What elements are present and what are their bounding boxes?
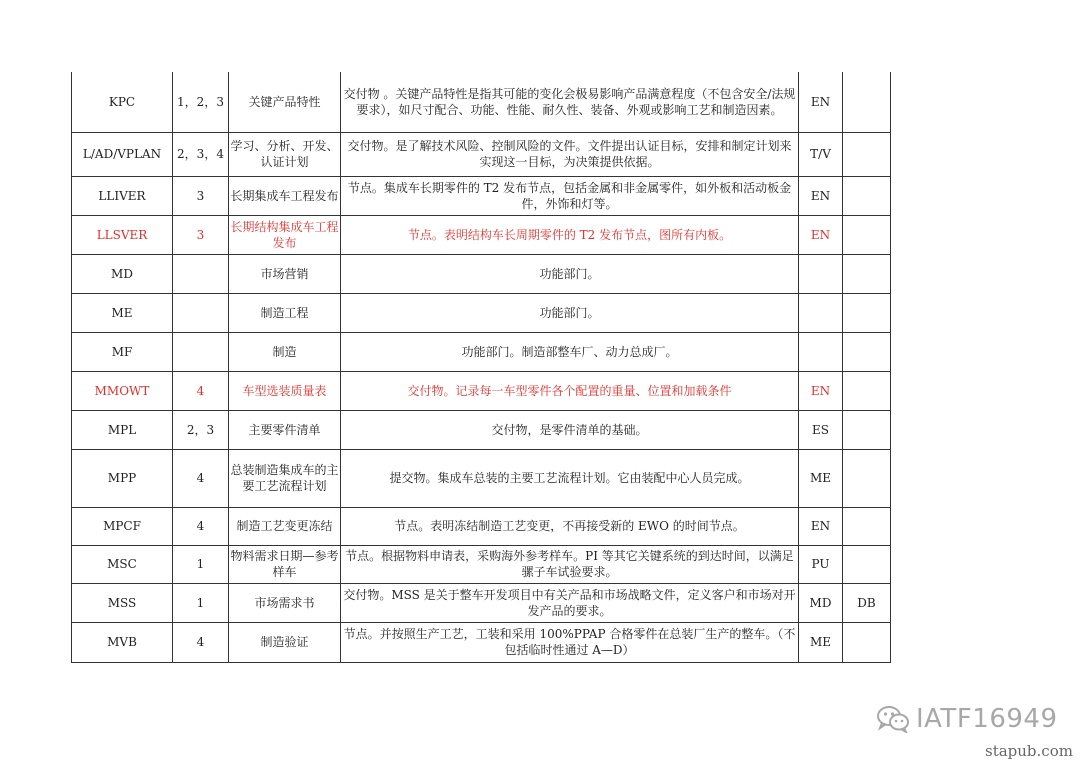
definition: 节点。并按照生产工艺，工装和采用 100%PPAP 合格零件在总装厂生产的整车。（不包括临时性通过 A—D） [341, 622, 799, 662]
owner: PU [799, 545, 843, 583]
table-row [72, 545, 891, 583]
table-row [72, 215, 891, 254]
owner [799, 332, 843, 371]
term-name: 市场需求书 [229, 583, 341, 622]
owner: T/V [799, 132, 843, 176]
owner: EN [799, 371, 843, 410]
owner: EN [799, 176, 843, 215]
extra [843, 371, 891, 410]
term-name: 制造 [229, 332, 341, 371]
owner: MD [799, 583, 843, 622]
definition: 功能部门。制造部整车厂、动力总成厂。 [341, 332, 799, 371]
definition: 节点。表明结构车长周期零件的 T2 发布节点，图所有内板。 [341, 215, 799, 254]
term-code: MPCF [72, 507, 173, 545]
phase: 3 [173, 215, 229, 254]
term-code: MD [72, 254, 173, 293]
glossary-table [71, 72, 891, 663]
table-row [72, 622, 891, 662]
phase: 3 [173, 176, 229, 215]
wechat-icon [876, 705, 910, 733]
term-name: 长期集成车工程发布 [229, 176, 341, 215]
table-row [72, 72, 891, 132]
phase: 1，2，3 [173, 72, 229, 132]
table-row [72, 507, 891, 545]
phase: 4 [173, 622, 229, 662]
phase [173, 332, 229, 371]
extra [843, 332, 891, 371]
definition: 功能部门。 [341, 254, 799, 293]
table-row [72, 371, 891, 410]
extra [843, 176, 891, 215]
term-name: 市场营销 [229, 254, 341, 293]
term-name: 主要零件清单 [229, 410, 341, 449]
term-name: 制造验证 [229, 622, 341, 662]
phase: 4 [173, 507, 229, 545]
term-name: 长期结构集成车工程发布 [229, 215, 341, 254]
phase: 2，3 [173, 410, 229, 449]
term-name: 总装制造集成车的主要工艺流程计划 [229, 449, 341, 507]
table-row [72, 132, 891, 176]
term-code: L/AD/VPLAN [72, 132, 173, 176]
term-code: MSC [72, 545, 173, 583]
definition: 交付物，是零件清单的基础。 [341, 410, 799, 449]
owner: ME [799, 449, 843, 507]
term-code: MPP [72, 449, 173, 507]
owner: EN [799, 507, 843, 545]
term-code: ME [72, 293, 173, 332]
owner: ME [799, 622, 843, 662]
watermark-text: IATF16949 [916, 704, 1058, 734]
extra [843, 507, 891, 545]
term-code: MSS [72, 583, 173, 622]
term-name: 关键产品特性 [229, 72, 341, 132]
term-name: 学习、分析、开发、认证计划 [229, 132, 341, 176]
phase: 1 [173, 545, 229, 583]
owner: EN [799, 215, 843, 254]
extra [843, 254, 891, 293]
owner [799, 293, 843, 332]
term-code: KPC [72, 72, 173, 132]
phase: 1 [173, 583, 229, 622]
extra [843, 215, 891, 254]
owner: EN [799, 72, 843, 132]
term-code: LLIVER [72, 176, 173, 215]
term-code: MPL [72, 410, 173, 449]
definition: 交付物。MSS 是关于整车开发项目中有关产品和市场战略文件，定义客户和市场对开发产品的要求。 [341, 583, 799, 622]
definition: 节点。根据物料申请表，采购海外参考样车。PI 等其它关键系统的到达时间，以满足骡子车试验要求。 [341, 545, 799, 583]
extra: DB [843, 583, 891, 622]
owner [799, 254, 843, 293]
extra [843, 72, 891, 132]
term-name: 车型选装质量表 [229, 371, 341, 410]
extra [843, 293, 891, 332]
table-row [72, 293, 891, 332]
definition: 节点。表明冻结制造工艺变更，不再接受新的 EWO 的时间节点。 [341, 507, 799, 545]
site-url: stapub.com [985, 742, 1073, 760]
term-code: MVB [72, 622, 173, 662]
phase: 4 [173, 371, 229, 410]
definition: 交付物。是了解技术风险、控制风险的文件。文件提出认证目标，安排和制定计划来实现这一目标，为决策提供依据。 [341, 132, 799, 176]
table-row [72, 449, 891, 507]
owner: ES [799, 410, 843, 449]
table-row [72, 332, 891, 371]
phase: 2，3，4 [173, 132, 229, 176]
extra [843, 410, 891, 449]
phase [173, 293, 229, 332]
term-name: 制造工程 [229, 293, 341, 332]
term-code: MF [72, 332, 173, 371]
definition: 功能部门。 [341, 293, 799, 332]
table-row [72, 583, 891, 622]
phase [173, 254, 229, 293]
extra [843, 622, 891, 662]
extra [843, 449, 891, 507]
table-row [72, 410, 891, 449]
definition: 提交物。集成车总装的主要工艺流程计划。它由装配中心人员完成。 [341, 449, 799, 507]
table-row [72, 254, 891, 293]
term-code: MMOWT [72, 371, 173, 410]
term-name: 物料需求日期—参考样车 [229, 545, 341, 583]
extra [843, 545, 891, 583]
extra [843, 132, 891, 176]
phase: 4 [173, 449, 229, 507]
watermark [876, 704, 1057, 734]
term-name: 制造工艺变更冻结 [229, 507, 341, 545]
definition: 交付物。记录每一车型零件各个配置的重量、位置和加载条件 [341, 371, 799, 410]
definition: 节点。集成车长期零件的 T2 发布节点，包括金属和非金属零件，如外板和活动板金件，外饰和灯等。 [341, 176, 799, 215]
table-row [72, 176, 891, 215]
definition: 交付物 。关键产品特性是指其可能的变化会极易影响产品满意程度（不包含安全/法规要求），如尺寸配合、功能、性能、耐久性、装备、外观或影响工艺和制造因素。 [341, 72, 799, 132]
term-code: LLSVER [72, 215, 173, 254]
